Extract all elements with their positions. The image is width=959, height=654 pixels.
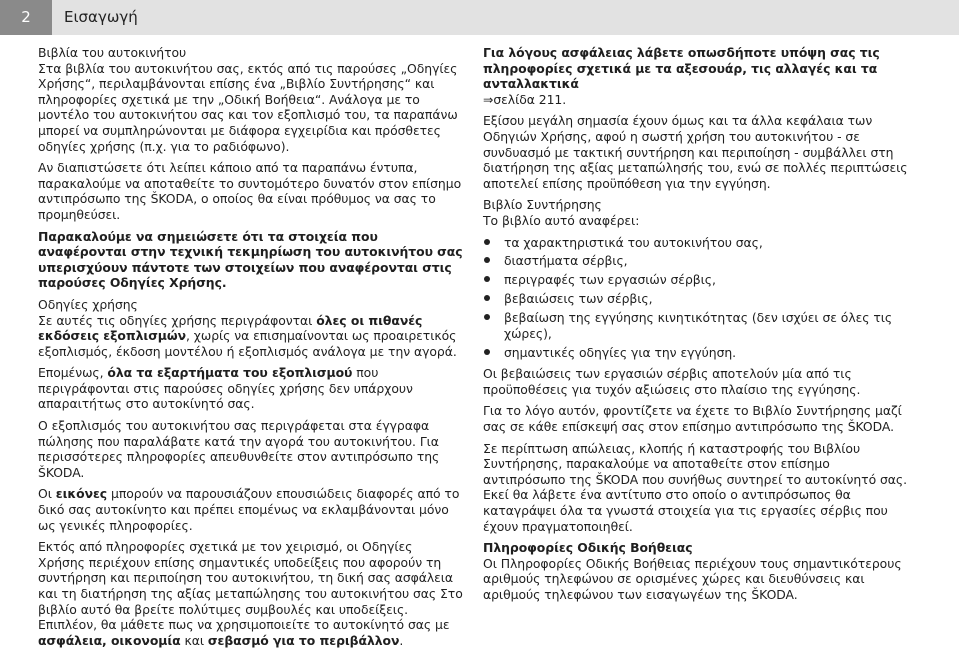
text-run-bold: όλα τα εξαρτήματα του εξοπλισμού [107,365,353,381]
list-item-text: βεβαίωση της εγγύησης κινητικότητας (δεν ισχύει σε όλες τις χώρες), [504,310,893,341]
list-item-text: τα χαρακτηριστικά του αυτοκινήτου σας, [504,234,763,250]
text-run-bold: σεβασμό για το περιβάλλον [207,632,400,648]
chapter-title: Εισαγωγή [64,8,138,26]
text-run: , χωρίς να επισημαίνονται ως προαιρετικός εξοπλισμός, έκδοση μοντέλου ή εξοπλισμός ανάλογα με την αγορά. [38,328,457,359]
list-item [483,235,913,251]
text-run: μπορούν να παρουσιάζουν επουσιώδεις διαφορές από το δικό σας αυτοκίνητο και πρέπει επομένως να εκλαμβάνονται μόνο ως γενικές πληροφορίες. [38,486,460,533]
paragraph-roadside-assistance: Οι Πληροφορίες Οδικής Βοήθειας περιέχουν τους σημαντικότερους αριθμούς τηλεφώνου σε ορισμένες χώρες και διευθύνσεις και αριθμούς τηλεφώνου των εισαγωγέων της ŠKODA. [483,555,902,602]
list-item [483,345,913,361]
list-item [483,272,913,288]
text-run: Σε αυτές τις οδηγίες χρήσης περιγράφονται [38,312,317,328]
text-run-bold: εικόνες [55,486,108,502]
service-book-list [483,235,913,361]
page-reference-link[interactable]: ⇒σελίδα 211. [483,91,567,107]
list-item [483,291,913,307]
text-run: και [180,632,208,648]
paragraph-safety-accessories [483,45,913,107]
paragraph-important-advice [38,539,463,648]
section-heading-vehicle-books: Βιβλία του αυτοκινήτου [38,45,187,60]
list-item-text: σημαντικές οδηγίες για την εγγύηση. [504,344,737,360]
bullet-icon [484,295,490,301]
list-item-text: βεβαιώσεις των σέρβις, [504,291,653,307]
paragraph-vehicle-books: Στα βιβλία του αυτοκινήτου σας, εκτός από τις παρούσες „Οδηγίες Χρήσης“, περιλαμβάνονται επίσης ένα „Βιβλίο Συντήρησης“ και πληροφορίες σχετικά με την „Οδική Βοήθεια“. Ανάλογα με το μοντέλο του αυτοκινήτου σας και τον εξοπλισμό του, τα παραπάνω μπορεί να συμπληρώνονται με διάφορα εγχειρίδια και πρόσθετες οδηγίες χρήσης (π.χ. για το ραδιόφωνο). [38,60,458,154]
text-run: που περιγράφονται στις παρούσες οδηγίες χρήσης δεν υπάρχουν απαραιτήτως στο αυτοκίνητό σας. [38,365,413,412]
right-column [483,45,913,608]
text-run: Οι [38,486,56,502]
bullet-icon [484,239,490,245]
paragraph-lost-service-book: Σε περίπτωση απώλειας, κλοπής ή καταστροφής του Βιβλίου Συντήρησης, παρακαλούμε να αποταθείτε στον επίσημο αντιπρόσωπο της ŠKODA που συνήθως συντηρεί το αυτοκίνητό σας. Εκεί θα λάβετε ένα αντίτυπο στο οποίο ο αντιπρόσωπος θα καταγράψει όλα τα γνωστά στοιχεία για τις εργασίες σέρβις που έχουν πραγματοποιηθεί. [483,440,908,534]
text-run: . [399,632,404,648]
paragraph-service-book-intro: Το βιβλίο αυτό αναφέρει: [483,212,640,228]
bullet-icon [484,314,490,320]
text-run: Επομένως, [38,365,108,381]
paragraph-other-chapters: Εξίσου μεγάλη σημασία έχουν όμως και τα άλλα κεφάλαια των Οδηγιών Χρήσης, αφού η σωστή χρήση του αυτοκινήτου - σε συνδυασμό με τακτική συντήρηση και περιποίηση - συμβάλλει στη διατήρηση της αξίας μεταπώλησής του, ενώ σε πολλές περιπτώσεις αποτελεί επίσης προϋπόθεση για την εγγύηση. [483,113,908,191]
section-heading-roadside-assistance: Πληροφορίες Οδικής Βοήθειας [483,540,693,556]
text-run-bold: ασφάλεια, οικονομία [38,632,181,648]
text-run-bold: όλες οι πιθανές εκδόσεις εξοπλισμών [38,312,423,344]
page-header [0,0,959,35]
paragraph-keep-service-book: Για το λόγο αυτόν, φροντίζετε να έχετε το Βιβλίο Συντήρησης μαζί σας σε κάθε επίσκεψή σας στον επίσημο αντιπρόσωπο της ŠKODA. [483,403,902,434]
section-heading-service-book: Βιβλίο Συντήρησης [483,197,602,213]
text-run: Εκτός από πληροφορίες σχετικά με τον χειρισμό, οι Οδηγίες Χρήσης περιέχουν επίσης σημαντικές υποδείξεις που αφορούν τη συντήρηση και περιποίηση του αυτοκινήτου, τη δική σας ασφάλεια και τη διατήρηση της αξίας μεταπώλησης του αυτοκινήτου σας Στο βιβλίο αυτό θα βρείτε πολύτιμες συμβουλές και υποδείξεις. Επιπλέον, θα μάθετε πως να χρησιμοποιείτε το αυτοκίνητό σας με [38,539,463,633]
text-run-bold: Για λόγους ασφάλειας λάβετε οπωσδήποτε υπόψη σας τις πληροφορίες σχετικά με τα αξεσουάρ, τις αλλαγές και τα ανταλλακτικά [483,45,880,92]
paragraph-service-confirmations: Οι βεβαιώσεις των εργασιών σέρβις αποτελούν μία από τις προϋποθέσεις για τυχόν αξιώσεις στο πλαίσιο της εγγύησης. [483,366,861,397]
paragraph-missing-documents: Αν διαπιστώσετε ότι λείπει κάποιο από τα παραπάνω έντυπα, παρακαλούμε να αποταθείτε το συντομότερο δυνατόν στον επίσημο αντιπρόσωπο της ŠKODA, ο οποίος θα είναι πρόθυμος να σας το προμηθεύσει. [38,160,462,222]
bullet-icon [484,257,490,263]
paragraph-technical-precedence: Παρακαλούμε να σημειώσετε ότι τα στοιχεία που αναφέρονται στην τεχνική τεκμηρίωση του αυτοκινήτου σας υπερισχύουν πάντοτε των στοιχείων που αναφέρονται στις παρούσες Οδηγίες Χρήσης. [38,228,463,291]
paragraph-all-versions [38,313,463,360]
list-item [483,253,913,269]
section-heading-owners-manual: Οδηγίες χρήσης [38,296,138,312]
paragraph-illustrations [38,486,463,533]
bullet-icon [484,349,490,355]
list-item-text: διαστήματα σέρβις, [504,253,628,269]
page-number: 2 [0,0,52,35]
list-item [483,310,913,341]
bullet-icon [484,276,490,282]
paragraph-sales-documents: Ο εξοπλισμός του αυτοκινήτου σας περιγράφεται στα έγγραφα πώλησης που παραλάβατε κατά την αγορά του αυτοκινήτου. Για περισσότερες πληροφορίες απευθυνθείτε στον αντιπρόσωπο της ŠKODA. [38,418,440,480]
list-item-text: περιγραφές των εργασιών σέρβις, [504,272,716,288]
left-column [38,45,463,654]
paragraph-equipment-parts [38,365,463,412]
